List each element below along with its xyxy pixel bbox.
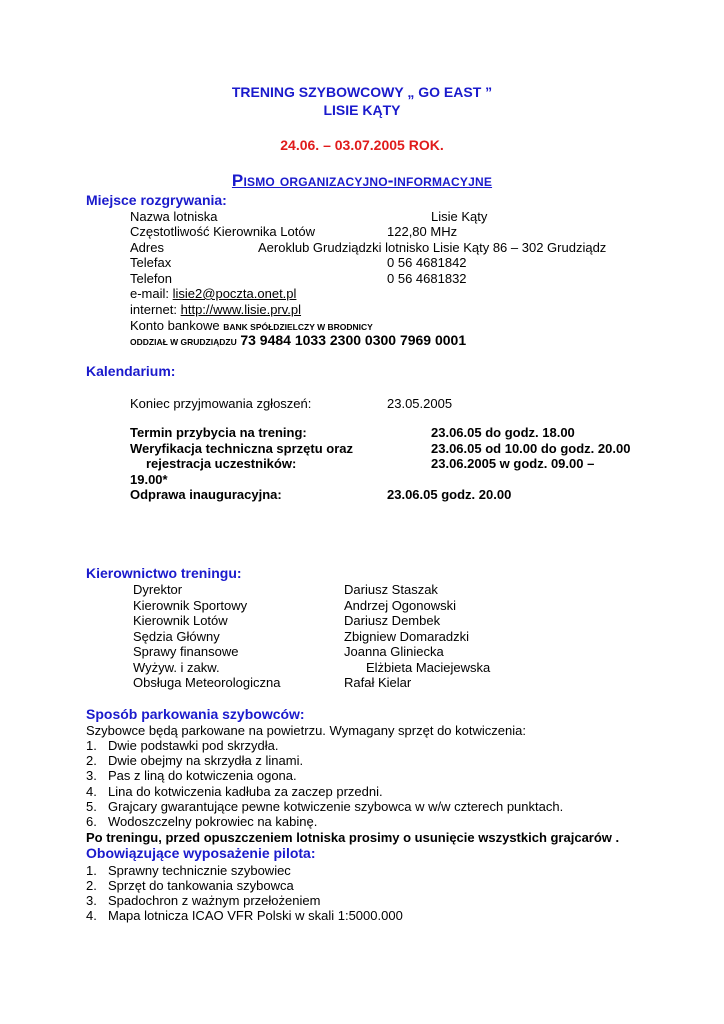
management-name: Rafał Kielar	[344, 675, 412, 690]
list-item-number: 3.	[86, 768, 97, 783]
list-item-text: Lina do kotwiczenia kadłuba za zaczep przedni.	[108, 784, 383, 799]
venue-bank-account-row	[130, 333, 466, 350]
management-name: Dariusz Staszak	[344, 582, 438, 597]
list-item-number: 3.	[86, 893, 97, 908]
management-role: Wyżyw. i zakw.	[133, 660, 220, 675]
calendar-arrival-label: Termin przybycia na trening:	[130, 425, 307, 440]
parking-heading: Sposób parkowania szybowców:	[86, 706, 305, 722]
list-item-text: Grajcary gwarantujące pewne kotwiczenie szybowca w w/w czterech punktach.	[108, 799, 564, 814]
venue-phone-label: Telefon	[130, 271, 172, 286]
equipment-heading: Obowiązujące wyposażenie pilota:	[86, 845, 316, 861]
venue-frequency-label: Częstotliwość Kierownika Lotów	[130, 224, 315, 239]
venue-bank-branch: ODDZIAŁ W GRUDZIĄDZU	[130, 337, 237, 347]
header-dates: 24.06. – 03.07.2005 ROK.	[280, 137, 444, 153]
management-role: Dyrektor	[133, 582, 183, 597]
venue-bank-account: 73 9484 1033 2300 0300 7969 0001	[240, 332, 467, 348]
calendar-verification-value: 23.06.05 od 10.00 do godz. 20.00	[431, 441, 631, 456]
venue-email-link[interactable]: lisie2@poczta.onet.pl	[172, 286, 297, 301]
calendar-opening-value: 23.06.05 godz. 20.00	[387, 487, 512, 502]
venue-airfield-label: Nazwa lotniska	[130, 209, 218, 224]
management-name: Joanna Gliniecka	[344, 644, 444, 659]
header-title: TRENING SZYBOWCOWY „ GO EAST ”	[231, 84, 493, 100]
list-item-number: 1.	[86, 863, 97, 878]
venue-internet-label: internet:	[130, 302, 177, 317]
venue-airfield-value: Lisie Kąty	[431, 209, 488, 224]
venue-internet-row	[130, 302, 301, 317]
management-name: Andrzej Ogonowski	[344, 598, 456, 613]
parking-intro: Szybowce będą parkowane na powietrzu. Wymagany sprzęt do kotwiczenia:	[86, 723, 526, 738]
management-name: Zbigniew Domaradzki	[344, 629, 469, 644]
venue-bank-label: Konto bankowe	[130, 318, 220, 333]
venue-heading: Miejsce rozgrywania:	[86, 192, 227, 208]
list-item-number: 4.	[86, 908, 97, 923]
venue-phone-value: 0 56 4681832	[387, 271, 467, 286]
venue-address-value: Aeroklub Grudziądzki lotnisko Lisie Kąty 86 – 302 Grudziądz	[258, 240, 607, 255]
venue-internet-link[interactable]: http://www.lisie.prv.pl	[180, 302, 302, 317]
list-item-number: 4.	[86, 784, 97, 799]
calendar-verification-label: Weryfikacja techniczna sprzętu oraz	[130, 441, 354, 456]
list-item-text: Mapa lotnicza ICAO VFR Polski w skali 1:5000.000	[108, 908, 403, 923]
venue-frequency-value: 122,80 MHz	[387, 224, 458, 239]
management-role: Sprawy finansowe	[133, 644, 239, 659]
management-role: Sędzia Główny	[133, 629, 220, 644]
list-item-number: 2.	[86, 878, 97, 893]
management-name: Dariusz Dembek	[344, 613, 441, 628]
list-item-text: Pas z liną do kotwiczenia ogona.	[108, 768, 297, 783]
list-item-number: 1.	[86, 738, 97, 753]
venue-email-row	[130, 286, 296, 301]
list-item-number: 2.	[86, 753, 97, 768]
list-item-number: 5.	[86, 799, 97, 814]
parking-note: Po treningu, przed opuszczeniem lotniska prosimy o usunięcie wszystkich grajcarów .	[86, 830, 620, 845]
management-heading: Kierownictwo treningu:	[86, 565, 242, 581]
calendar-registration-value: 23.06.2005 w godz. 09.00 –	[431, 456, 595, 471]
management-name: Elżbieta Maciejewska	[366, 660, 491, 675]
calendar-registration-label: rejestracja uczestników:	[146, 456, 297, 471]
document-title: Pismo organizacyjno-informacyjne	[231, 171, 493, 190]
venue-address-label: Adres	[130, 240, 164, 255]
venue-telefax-value: 0 56 4681842	[387, 255, 467, 270]
list-item-text: Dwie podstawki pod skrzydła.	[108, 738, 279, 753]
calendar-registration-cont: 19.00*	[130, 472, 168, 487]
list-item-text: Sprawny technicznie szybowiec	[108, 863, 291, 878]
management-role: Obsługa Meteorologiczna	[133, 675, 281, 690]
list-item-text: Wodoszczelny pokrowiec na kabinę.	[108, 814, 318, 829]
header-location: LISIE KĄTY	[323, 102, 401, 118]
management-role: Kierownik Sportowy	[133, 598, 248, 613]
list-item-number: 6.	[86, 814, 97, 829]
venue-telefax-label: Telefax	[130, 255, 172, 270]
management-role: Kierownik Lotów	[133, 613, 228, 628]
venue-email-label: e-mail:	[130, 286, 170, 301]
venue-bank-name: BANK SPÓŁDZIELCZY W BRODNICY	[223, 322, 373, 332]
list-item-text: Spadochron z ważnym przełożeniem	[108, 893, 321, 908]
calendar-deadline-value: 23.05.2005	[387, 396, 453, 411]
list-item-text: Dwie obejmy na skrzydła z linami.	[108, 753, 304, 768]
calendar-arrival-value: 23.06.05 do godz. 18.00	[431, 425, 575, 440]
list-item-text: Sprzęt do tankowania szybowca	[108, 878, 294, 893]
calendar-heading: Kalendarium:	[86, 363, 176, 379]
calendar-opening-label: Odprawa inauguracyjna:	[130, 487, 282, 502]
calendar-deadline-label: Koniec przyjmowania zgłoszeń:	[130, 396, 312, 411]
